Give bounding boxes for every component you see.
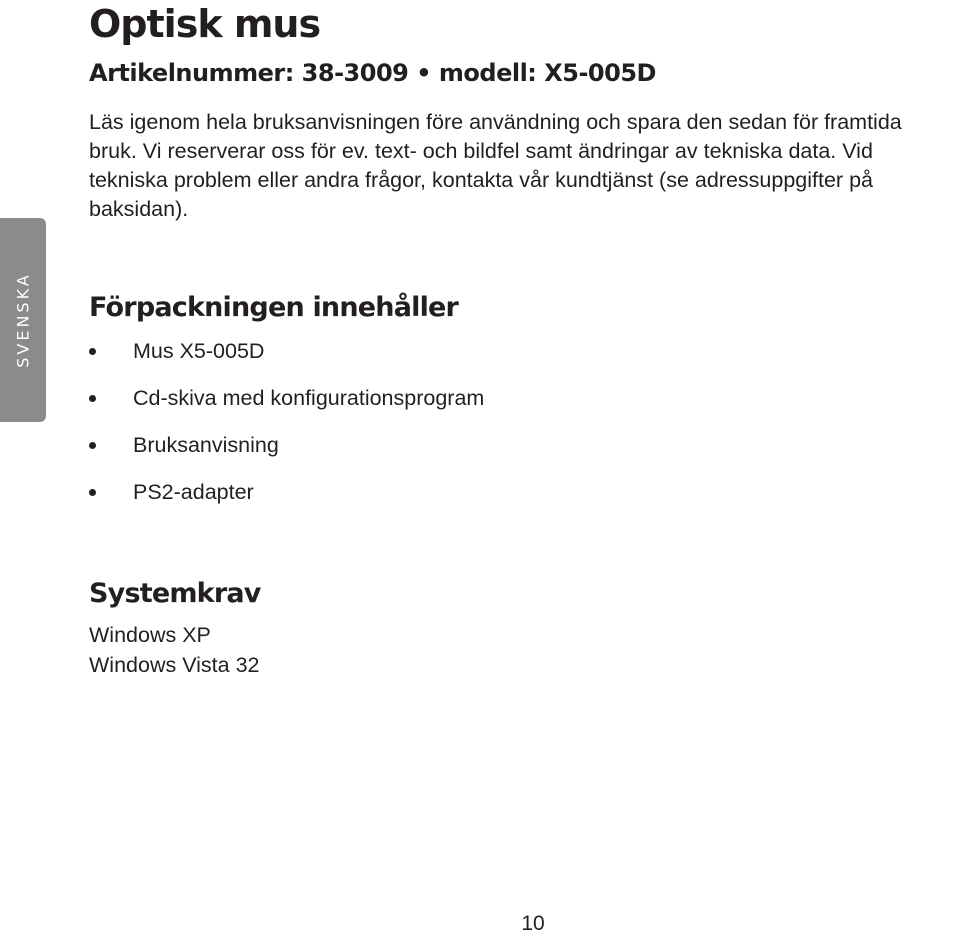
bullet-icon: [89, 348, 96, 355]
list-item-label: Cd-skiva med konfigurationsprogram: [133, 386, 485, 410]
system-requirement-item: Windows Vista 32: [89, 653, 260, 677]
bullet-icon: [89, 489, 96, 496]
system-requirement-item: Windows XP: [89, 623, 211, 647]
bullet-icon: [89, 442, 96, 449]
bullet-icon: [89, 395, 96, 402]
list-item: [89, 336, 484, 383]
package-contents-heading: Förpackningen innehåller: [89, 292, 459, 323]
list-item: [89, 430, 484, 477]
list-item: [89, 477, 484, 524]
language-tab-label: SVENSKA: [13, 272, 33, 368]
list-item-label: PS2-adapter: [133, 480, 254, 504]
list-item-label: Bruksanvisning: [133, 433, 279, 457]
article-number-subtitle: Artikelnummer: 38-3009 • modell: X5-005D: [89, 59, 656, 87]
list-item: [89, 383, 484, 430]
system-requirements-list: [89, 620, 260, 680]
list-item-label: Mus X5-005D: [133, 339, 265, 363]
language-side-tab: [0, 218, 46, 422]
intro-paragraph: Läs igenom hela bruksanvisningen före användning och spara den sedan för framtida bruk. Vi reserverar oss för ev. text- och bildfel samt ändringar av tekniska data. Vid tekniska problem eller andra frågor, kontakta vår kundtjänst (se adressuppgifter på baksidan).: [89, 110, 902, 221]
page-number: 10: [521, 912, 545, 935]
page-title: Optisk mus: [89, 2, 321, 46]
intro-paragraph-block: [89, 108, 955, 224]
system-requirements-heading: Systemkrav: [89, 578, 261, 609]
package-contents-list: [89, 336, 484, 524]
